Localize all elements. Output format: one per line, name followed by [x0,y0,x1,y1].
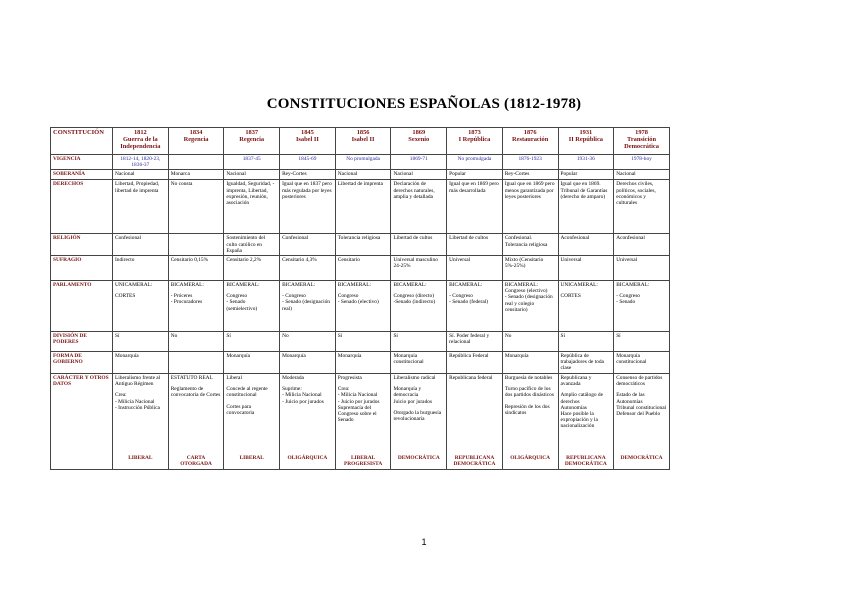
row-label-division: DIVISIÓN DE PODERES [51,332,113,352]
cell-forma: Monarquía constitucional [614,352,670,374]
cell-line: - Milicia Nacional [115,398,155,405]
cell-line: Turno pacífico de los dos partidos dinásticos [504,386,554,399]
header-row [51,128,670,155]
column-header [558,128,614,155]
character-tag: OLIGÁRQUICA [510,455,551,462]
cell-vigencia: 1869-71 [391,155,447,170]
cell-text [338,375,389,453]
cell-religion: Aconfesional [614,234,670,256]
cell-derechos: Libertad de imprenta [335,180,391,234]
column-name: Isabel II [295,136,319,143]
constitutions-table [50,127,670,470]
column-header [335,128,391,155]
cell-religion: Aconfesional [558,234,614,256]
cell-line: Congreso [337,293,359,300]
cell-parlamento [447,281,503,332]
cell-line: - Senado (federal) [449,299,489,306]
cell-soberania: Popular [447,170,503,180]
cell-line: BICAMERAL: [616,282,650,289]
column-header [502,128,558,155]
cell-line: Progresista [337,375,362,382]
row-caracter [51,374,670,470]
character-tag: LIBERAL [128,455,153,462]
column-header [113,128,169,155]
row-religion [51,234,670,256]
cell-line: Hace posible la expropiación y la nacionalización [560,411,598,430]
cell-line: BICAMERAL: [226,282,260,289]
character-tag: DEMOCRÁTICA [397,455,440,462]
cell-forma: Monarquía [224,352,280,374]
cell-sufragio: Universal [558,256,614,281]
cell-derechos: Declaración de derechos naturales, amplia y detallada [391,180,447,234]
cell-sufragio: Mixto (Censitario 5%-25%) [502,256,558,281]
column-name: Sexenio [408,136,430,143]
cell-religion: Libertad de cultos [447,234,503,256]
cell-sufragio: Universal masculino 24-25% [391,256,447,281]
row-label-sufragio: SUFRAGIO [51,256,113,281]
row-label-soberania: SOBERANÍA [51,170,113,180]
row-parlamento [51,281,670,332]
character-tag: LIBERAL [239,455,264,462]
cell-caracter [391,374,447,470]
column-year: 1876 [523,129,537,136]
cell-derechos: Derechos civiles, políticos, sociales, económicos y culturales [614,180,670,234]
cell-line: Republicana y avanzada [560,375,592,388]
cell-vigencia: 1978-hoy [614,155,670,170]
cell-parlamento [224,281,280,332]
cell-forma: Monarquía [502,352,558,374]
cell-vigencia: 1812-14, 1820-23, 1836-37 [113,155,169,170]
cell-division: Sí [391,332,447,352]
cell-line: Suprime: [282,386,302,393]
column-year: 1812 [133,129,147,136]
cell-text [282,375,333,453]
column-year: 1845 [301,129,314,136]
cell-division: Sí [224,332,280,352]
document-title: CONSTITUCIONES ESPAÑOLAS (1812-1978) [266,96,582,112]
cell-line: - Próceres [170,293,193,300]
cell-line: - Instrucción Pública [115,404,160,411]
cell-forma [168,352,224,374]
cell-vigencia: 1837-45 [224,155,280,170]
column-header [391,128,447,155]
cell-division: No [168,332,224,352]
cell-line: UNICAMERAL: [560,282,598,289]
cell-line: BICAMERAL: Congreso (electivo) [504,282,548,295]
cell-line: Republicana federal [449,375,493,382]
cell-forma: Monarquía [113,352,169,374]
cell-forma: República Federal [447,352,503,374]
column-name: II República [568,136,603,143]
cell-caracter [113,374,169,470]
column-header [168,128,224,155]
cell-line: - Senado (electivo) [337,299,379,306]
row-label-forma: FORMA DE GOBIERNO [51,352,113,374]
cell-text [561,375,612,453]
cell-line: Defensor del Pueblo [616,411,661,418]
column-year: 1869 [412,129,426,136]
cell-derechos: No consta [168,180,224,234]
character-tag: OLIGÁRQUICA [287,455,328,462]
column-year: 1834 [189,129,203,136]
cell-line: Juicio por jurados [393,398,433,405]
cell-caracter [502,374,558,470]
cell-line: BICAMERAL: [282,282,316,289]
cell-vigencia: No promulgada [447,155,503,170]
row-derechos [51,180,670,234]
cell-parlamento [280,281,336,332]
row-division [51,332,670,352]
cell-line: Monarquía y democracia [393,386,422,399]
cell-parlamento [335,281,391,332]
cell-division: Sí [335,332,391,352]
cell-caracter [280,374,336,470]
cell-sufragio: Universal [447,256,503,281]
cell-line: Liberal [226,375,242,382]
cell-line: Estado de las Autonomías [616,392,645,405]
cell-line: Congreso [226,293,248,300]
cell-sufragio: Censitario 0,15% [168,256,224,281]
cell-soberania: Nacional [391,170,447,180]
cell-derechos: Igual que en 1869 pero más desarrollada [447,180,503,234]
cell-line: Represión de los dos sindicatos [504,403,550,416]
row-label-religion: RELIGIÓN [51,234,113,256]
character-tag: CARTA OTORGADA [180,455,212,468]
cell-line: Crea: [115,392,127,399]
cell-derechos: Igualdad, Seguridad, -imprenta, Libertad, expresión, reunión, asociación [224,180,280,234]
column-header [447,128,503,155]
column-name: Guerra de la Independencia [120,136,161,150]
cell-line: - Congreso [449,293,473,300]
character-tag: DEMOCRÁTICA [620,455,663,462]
cell-line: - Congreso [616,293,640,300]
cell-parlamento [168,281,224,332]
column-name: Transición Democrática [624,136,659,150]
column-header [224,128,280,155]
cell-caracter [335,374,391,470]
cell-text [393,375,444,453]
column-name: Restauración [512,136,549,143]
cell-line: Moderada [282,375,304,382]
cell-religion: Confesional. Tolerancia religiosa [502,234,558,256]
cell-religion: Confesional [280,234,336,256]
cell-line: - Milicia Nacional [282,392,322,399]
column-year: 1856 [356,129,370,136]
cell-line: Tribunal constitucional [616,404,667,411]
cell-forma: Monarquía [335,352,391,374]
cell-division: Sí [113,332,169,352]
cell-religion: Sostenimiento del culto católico en España [224,234,280,256]
cell-parlamento [614,281,670,332]
cell-line: Amplio catálogo de derechos [560,392,604,405]
cell-parlamento [558,281,614,332]
cell-line: Reglamento de convocatoria de Cortes [170,386,221,399]
cell-line: - Juicio por jurados [282,398,324,405]
column-year: 1837 [245,129,259,136]
cell-derechos: Igual que en 1869. Tribunal de Garantías (derecho de amparo) [558,180,614,234]
cell-caracter [614,374,670,470]
cell-line: BICAMERAL: [449,282,483,289]
cell-caracter [447,374,503,470]
cell-parlamento [502,281,558,332]
cell-soberania: Monarca [168,170,224,180]
character-tag: REPUBLICANA DEMOCRÁTICA [564,455,607,468]
cell-sufragio: Censitario 2,2% [224,256,280,281]
cell-division: Sí. Poder federal y relacional [447,332,503,352]
cell-soberania: Rey-Cortes [502,170,558,180]
cell-division: Sí [558,332,614,352]
cell-line: Liberalismo radical [393,375,436,382]
row-label-caracter: CARÁCTER Y OTROS DATOS [51,374,113,470]
cell-soberania: Nacional [614,170,670,180]
cell-line: Cortes para convocatoria [226,403,255,416]
cell-line: BICAMERAL: [337,282,371,289]
cell-caracter [558,374,614,470]
cell-line: - Juicio por jurados [337,398,380,405]
cell-line: - Procuradores [170,299,203,306]
cell-text [505,375,556,453]
column-name: Isabel II [351,136,375,143]
character-tag: REPUBLICANA DEMOCRÁTICA [453,455,496,468]
cell-sufragio: Universal [614,256,670,281]
cell-derechos: Igual que en 1869 pero menos garantizada por leyes posteriores [502,180,558,234]
cell-soberania: Nacional [224,170,280,180]
column-header [614,128,670,155]
cell-line: - Senado (designación real y colegio censitario) [504,294,553,313]
column-header [280,128,336,155]
row-label-parlamento: PARLAMENTO [51,281,113,332]
cell-line: Consenso de partidos democráticos [616,375,663,388]
cell-caracter [168,374,224,470]
cell-text [171,375,222,453]
cell-text [226,375,277,453]
cell-vigencia [168,155,224,170]
column-name: I República [458,136,491,143]
cell-division: No [502,332,558,352]
column-year: 1873 [468,129,481,136]
cell-soberania: Nacional [113,170,169,180]
cell-vigencia: 1845-69 [280,155,336,170]
cell-text [616,375,667,453]
cell-line: Burguesía de notables [504,375,553,382]
cell-line: - Milicia Nacional [337,392,378,399]
cell-forma: República de trabajadores de toda clase [558,352,614,374]
page-number: 1 [421,537,427,547]
cell-parlamento [391,281,447,332]
row-label-vigencia: VIGENCIA [51,155,113,170]
cell-line: Otorgado la burguesía revolucionaria [393,409,442,423]
cell-line: CORTES [115,293,136,300]
cell-line: CORTES [560,293,581,300]
row-label-derechos: DERECHOS [51,180,113,234]
cell-soberania: Popular [558,170,614,180]
cell-sufragio: Censitario [335,256,391,281]
cell-line: UNICAMERAL: [115,282,153,289]
cell-parlamento [113,281,169,332]
column-year: 1978 [635,129,648,136]
cell-vigencia: 1931-36 [558,155,614,170]
cell-line: -Senado (indirecto) [393,299,436,306]
row-soberania [51,170,670,180]
cell-soberania: Rey-Cortes [280,170,336,180]
cell-line: BICAMERAL: [393,282,427,289]
character-tag: LIBERAL PROGRESISTA [343,455,383,468]
cell-line: Supremacía del Congreso sobre el Senado [337,404,377,424]
cell-line: BICAMERAL: [170,282,204,289]
cell-soberania: Nacional [335,170,391,180]
cell-forma: Monarquía [280,352,336,374]
cell-division: No [280,332,336,352]
cell-line: Liberalismo frente al Antiguo Régimen [115,375,161,388]
cell-line: Concede al regente constitucional [226,386,268,399]
row-vigencia [51,155,670,170]
cell-text [115,375,166,453]
cell-vigencia: 1876-1923 [502,155,558,170]
cell-religion [168,234,224,256]
cell-line: - Senado (semielectivo) [226,299,258,312]
cell-forma: Monarquía constitucional [391,352,447,374]
cell-sufragio: Indirecto [113,256,169,281]
cell-religion: Libertad de cultos [391,234,447,256]
header-label: CONSTITUCIÓN [51,128,113,155]
cell-religion: Tolerancia religiosa [335,234,391,256]
cell-line: ESTATUTO REAL [170,375,213,382]
cell-derechos: Libertad, Propiedad, libertad de imprenta [113,180,169,234]
cell-vigencia: No promulgada [335,155,391,170]
column-year: 1931 [579,129,593,136]
cell-line: - Senado (designación real) [282,299,330,312]
cell-derechos: Igual que en 1837 pero más regulada por leyes posteriores [280,180,336,234]
cell-text [449,375,500,453]
cell-line: Congreso (directo) [393,293,435,300]
cell-line: Crea: [337,386,350,393]
cell-sufragio: Censitario 4,3% [280,256,336,281]
cell-line: - Congreso [282,293,306,300]
cell-line: - Senado [616,299,636,306]
cell-religion: Confesional [113,234,169,256]
row-sufragio [51,256,670,281]
row-forma [51,352,670,374]
column-name: Regencia [183,136,209,143]
cell-division: Sí [614,332,670,352]
cell-line: Autonomías [560,404,587,411]
cell-caracter [224,374,280,470]
column-name: Regencia [239,136,265,143]
